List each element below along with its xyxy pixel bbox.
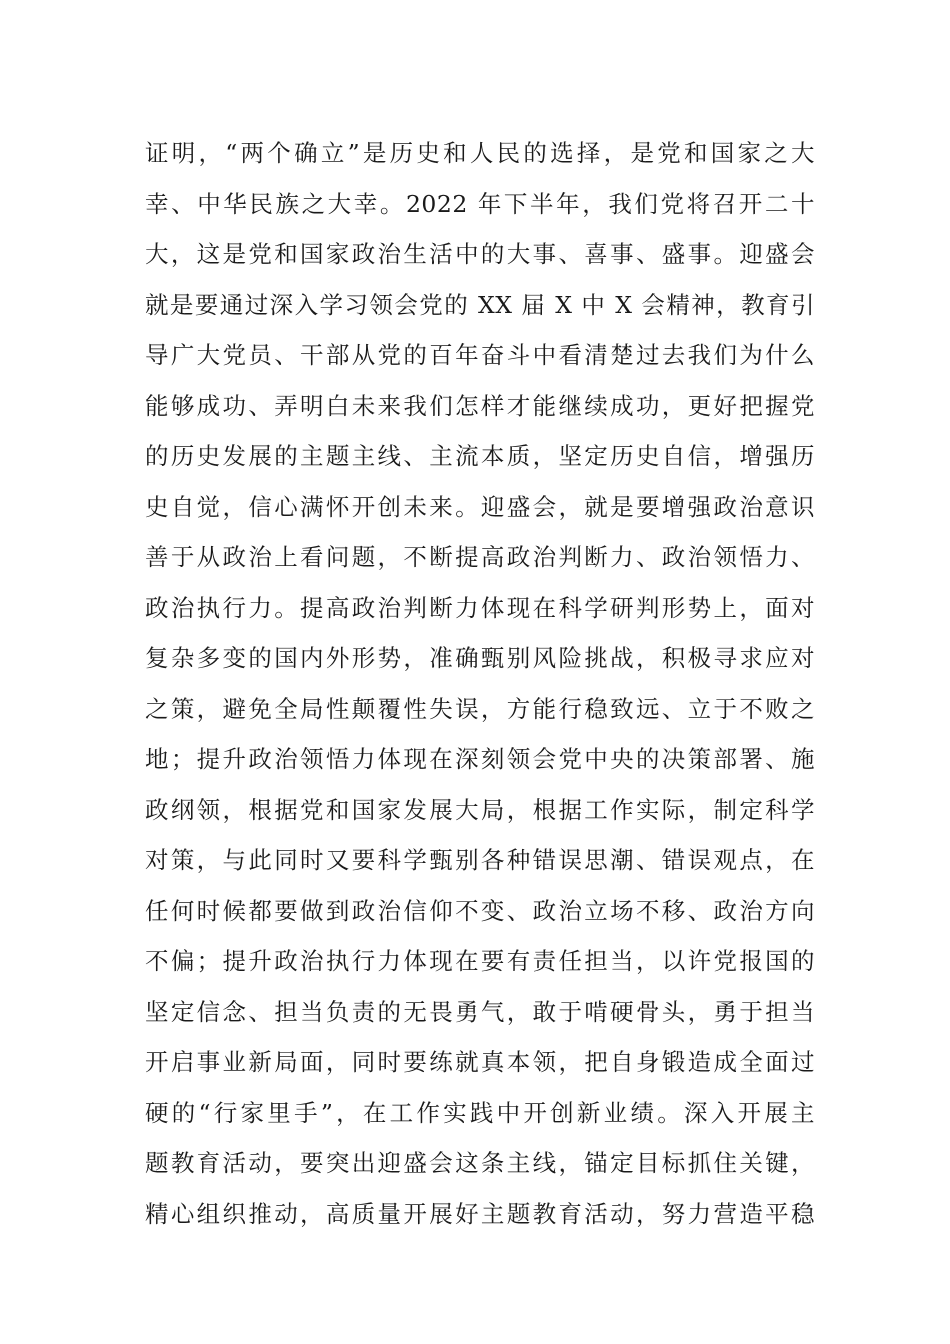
text-line: 史自觉，信心满怀开创未来。迎盛会，就是要增强政治意识: [145, 492, 815, 521]
text-line: 就是要通过深入学习领会党的 XX 届 X 中 X 会精神，教育引: [145, 290, 815, 319]
text-line: 证明，“两个确立”是历史和人民的选择，是党和国家之大: [145, 139, 815, 167]
text-line: 能够成功、弄明白未来我们怎样才能继续成功，更好把握党: [145, 391, 815, 420]
text-line: 大，这是党和国家政治生活中的大事、喜事、盛事。迎盛会: [145, 240, 815, 268]
text-line: 硬的“行家里手”，在工作实践中开创新业绩。深入开展主: [145, 1098, 815, 1127]
text-line: 善于从政治上看问题，不断提高政治判断力、政治领悟力、: [145, 543, 815, 571]
text-line: 政治执行力。提高政治判断力体现在科学研判形势上，面对: [145, 593, 815, 622]
text-line: 开启事业新局面，同时要练就真本领，把自身锻造成全面过: [145, 1048, 815, 1076]
text-line: 复杂多变的国内外形势，准确甄别风险挑战，积极寻求应对: [145, 644, 815, 672]
text-line: 之策，避免全局性颠覆性失误，方能行稳致远、立于不败之: [145, 694, 815, 723]
text-line: 题教育活动，要突出迎盛会这条主线，锚定目标抓住关键，: [145, 1149, 815, 1177]
text-line: 地；提升政治领悟力体现在深刻领会党中央的决策部署、施: [145, 745, 815, 773]
text-line: 不偏；提升政治执行力体现在要有责任担当，以许党报国的: [145, 947, 815, 975]
text-line: 导广大党员、干部从党的百年奋斗中看清楚过去我们为什么: [145, 341, 815, 369]
text-line: 的历史发展的主题主线、主流本质，坚定历史自信，增强历: [145, 442, 815, 470]
text-line: 政纲领，根据党和国家发展大局，根据工作实际，制定科学: [145, 795, 815, 824]
text-line: 任何时候都要做到政治信仰不变、政治立场不移、政治方向: [145, 896, 815, 925]
body-paragraph: [145, 128, 815, 1239]
text-line: 坚定信念、担当负责的无畏勇气，敢于啃硬骨头，勇于担当: [145, 997, 815, 1026]
text-line: 幸、中华民族之大幸。2022 年下半年，我们党将召开二十: [145, 189, 815, 218]
text-line: 精心组织推动，高质量开展好主题教育活动，努力营造平稳: [145, 1199, 815, 1228]
text-line: 对策，与此同时又要科学甄别各种错误思潮、错误观点，在: [145, 846, 815, 874]
